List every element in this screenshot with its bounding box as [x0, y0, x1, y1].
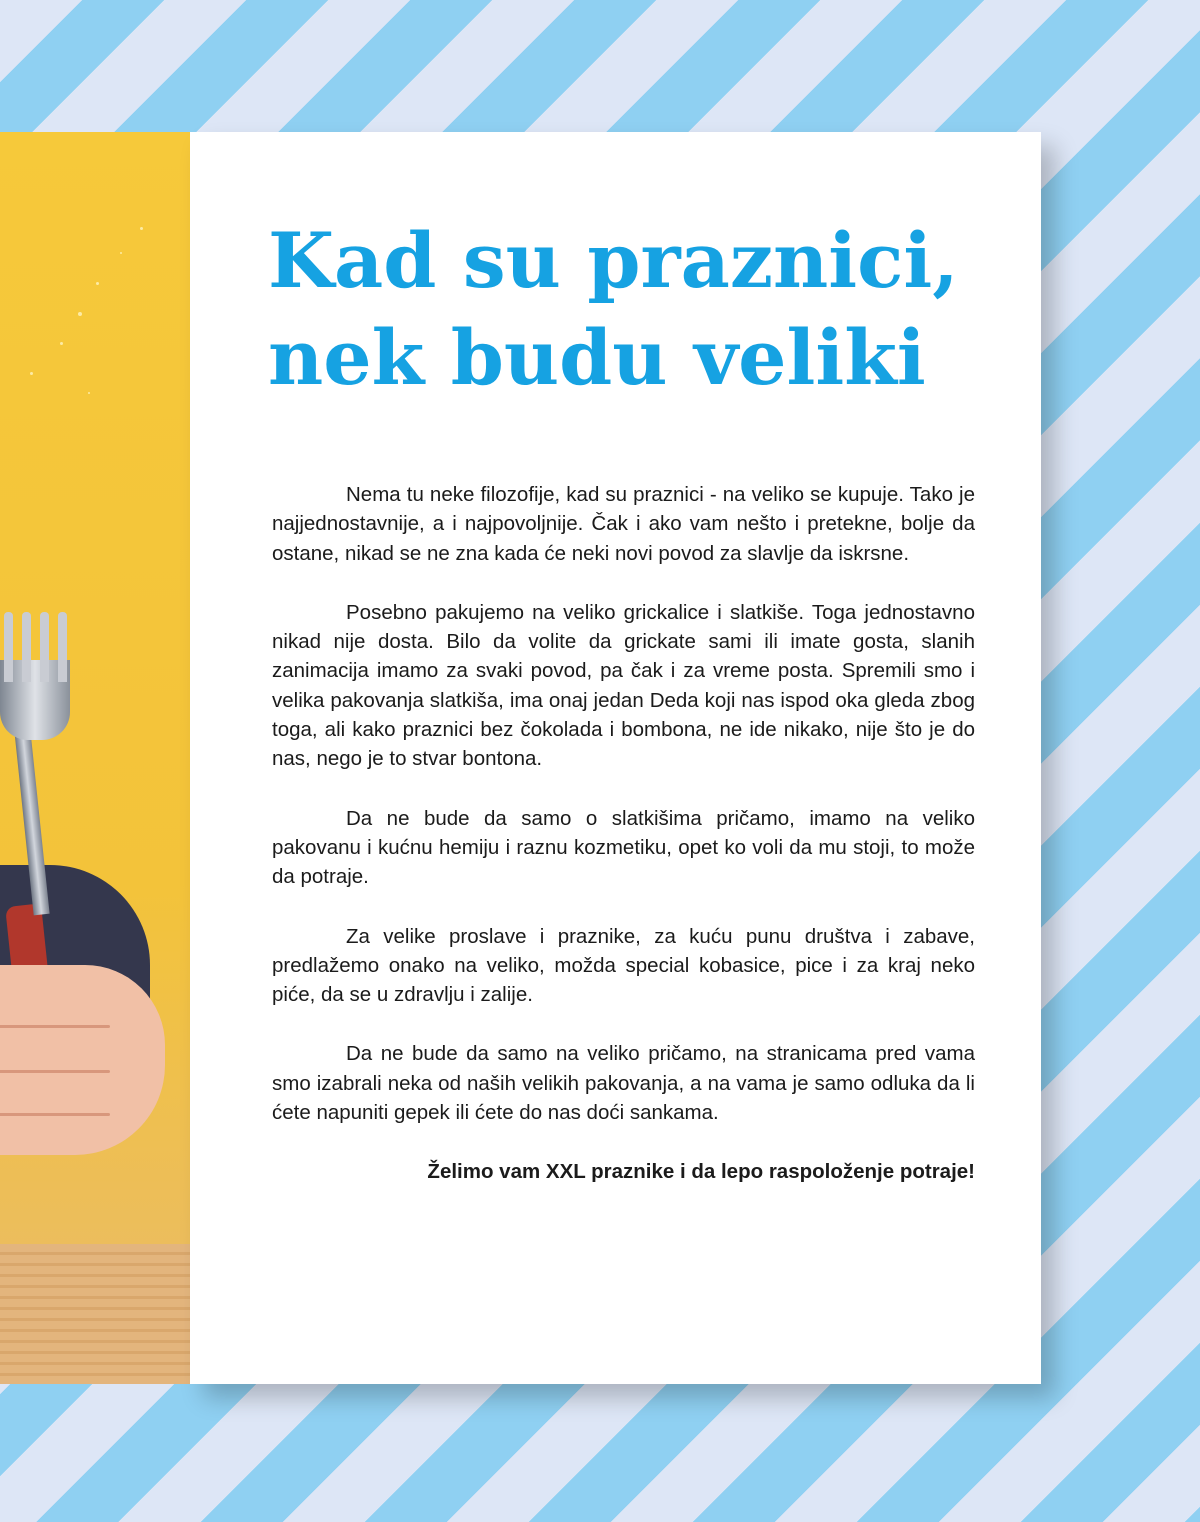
fork-tine: [4, 612, 13, 682]
article-card: [190, 132, 1041, 1384]
title-line-1: Kad su praznici,: [268, 216, 959, 305]
paragraph-3: Da ne bude da samo o slatkišima pričamo, imamo na veliko pakovanu i kućnu hemiju i raznu kozmetiku, opet ko voli da mu stoji, to može da potraje.: [272, 806, 975, 889]
closing-line: Želimo vam XXL praznike i da lepo raspoloženje potraje!: [427, 1160, 975, 1184]
fork-tine: [22, 612, 31, 682]
sparkle: [60, 342, 63, 345]
hand: [0, 965, 165, 1155]
sparkle: [88, 392, 90, 394]
finger-crease: [0, 1113, 110, 1116]
sparkle: [140, 227, 143, 230]
finger-crease: [0, 1070, 110, 1073]
title-line-2: nek budu veliki: [268, 313, 926, 402]
sparkle: [96, 282, 99, 285]
page-title: [268, 212, 1008, 406]
fork-tine: [40, 612, 49, 682]
paragraph-1: Nema tu neke filozofije, kad su praznici - na veliko se kupuje. Tako je najjednostavnije, a i najpovoljnije. Čak i ako vam nešto i pretekne, bolje da ostane, nikad se ne zna kada će neki novi povod za slavlje da iskrsne.: [272, 483, 975, 565]
sparkle: [30, 372, 33, 375]
paragraph-2: Posebno pakujemo na veliko grickalice i slatkiše. Toga jednostavno nikad nije dosta. Bilo da volite da grickate sami ili imate gosta, slanih zanimacija imamo za svaki povod, pa čak i za vreme posta. Spremili smo i velika pakovanja slatkiša, ima onaj jedan Deda koji nas ispod oka gleda zbog toga, ali kako praznici bez čokolada i bombona, ne ide nikako, nije što je do nas, nego je to stvar bontona.: [272, 600, 975, 771]
paragraph-4: Za velike proslave i praznike, za kuću punu društva i zabave, predlažemo onako na veliko, možda special kobasice, pice i za kraj neko piće, da se u zdravlju i zalije.: [272, 924, 975, 1007]
fork-tine: [58, 612, 67, 682]
finger-crease: [0, 1025, 110, 1028]
article-body: [272, 480, 975, 1217]
paragraph-5: Da ne bude da samo na veliko pričamo, na stranicama pred vama smo izabrali neka od naših velikih pakovanja, a na vama je samo odluka da li ćete napuniti gepek ili ćete do nas doći sankama.: [272, 1042, 975, 1125]
wooden-table: [0, 1244, 190, 1384]
sparkle: [78, 312, 82, 316]
sparkle: [120, 252, 122, 254]
